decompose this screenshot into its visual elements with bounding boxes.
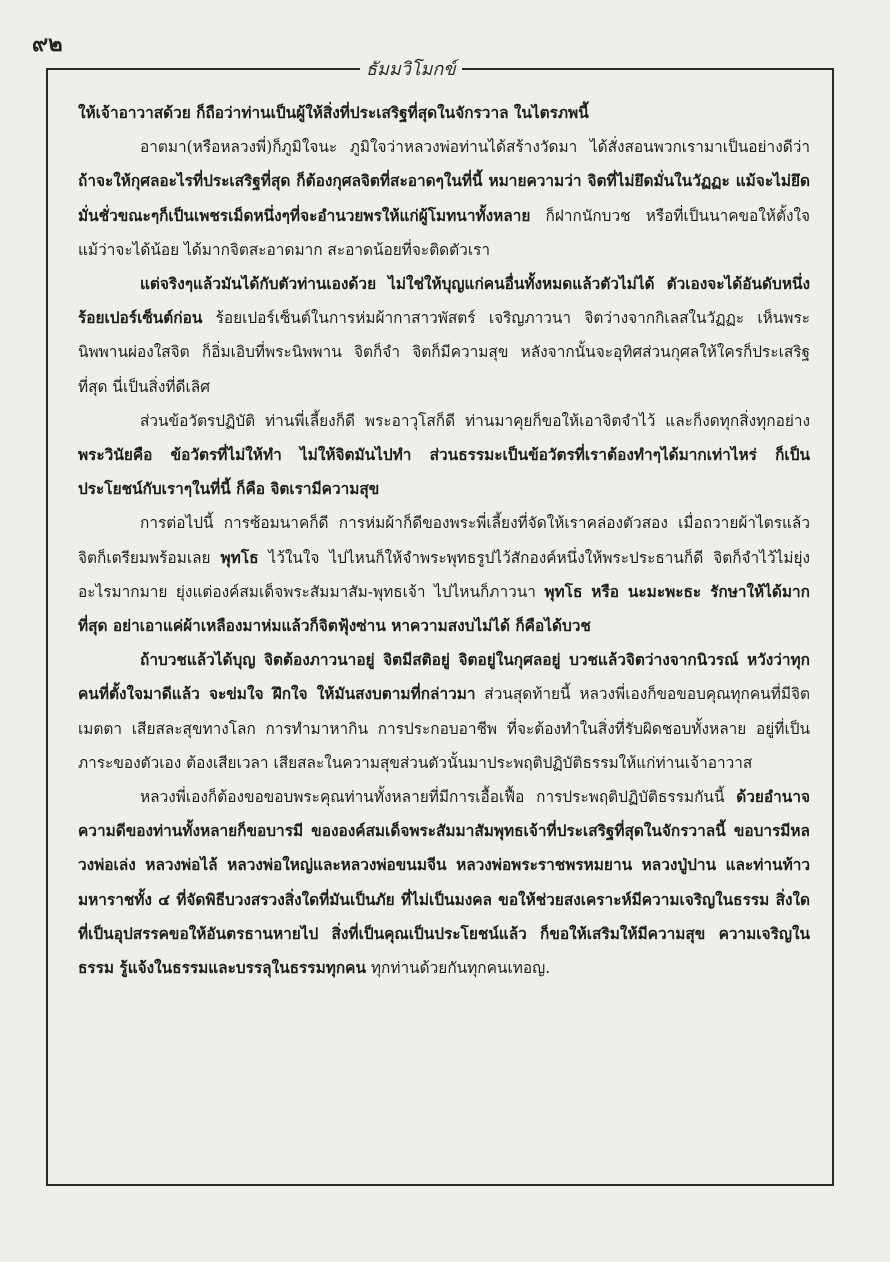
text-segment: ก็ฝากนักบวช หรือที่เป็นนาคขอให้ตั้งใจแม้ว่าจะได้น้อย ได้มากจิตสะอาดมาก สะอาดน้อยที่จะติดตัวเรา bbox=[78, 206, 810, 259]
text-segment: ไว้ในใจ ไปไหนก็ให้จำพระพุทธรูปไว้สักองค์หนึ่งให้พระประธานก็ดี จิตก็จำไว้ไม่ยุ่งอะไรมากมาย ยุ่งแต่องค์สมเด็จพระสัมมาสัม-พุทธเจ้า ไปไหนก็ภาวนา bbox=[78, 548, 811, 601]
text-segment: ส่วนข้อวัตรปฏิบัติ ท่านพี่เลี้ยงก็ดี พระอาวุโสก็ดี ท่านมาคุยก็ขอให้เอาจิตจำไว้ และก็งดทุกสิ่งทุกอย่าง bbox=[140, 411, 810, 430]
bold-text-segment: แต่จริงๆแล้วมันได้กับตัวท่านเองด้วย ไม่ใช่ให้บุญแก่คนอื่นทั้งหมดแล้วตัวไม่ได้ ตัวเองจะได้อันดับหนึ่งร้อยเปอร์เซ็นต์ก่อน bbox=[78, 275, 810, 328]
bold-text-segment: พุทโธ bbox=[220, 548, 259, 567]
paragraph bbox=[78, 506, 810, 643]
text-segment: ส่วนสุดท้ายนี้ หลวงพี่เองก็ขอขอบคุณทุกคนที่มีจิตเมตตา เสียสละสุขทางโลก การทำมาหากิน การประกอบอาชีพ ที่จะต้องทำในสิ่งที่รับผิดชอบทั้งหลาย อยู่ที่เป็นภาระของตัวเอง ต้องเสียเวลา เสียสละในความสุขส่วนตัวนั้นมาประพฤติปฏิบัติธรรมให้แก่ท่านเจ้าอาวาส bbox=[78, 685, 810, 772]
paragraph bbox=[78, 404, 810, 507]
bold-text-segment: ถ้าบวชแล้วได้บุญ จิตต้องภาวนาอยู่ จิตมีสติอยู่ จิตอยู่ในกุศลอยู่ บวชแล้วจิตว่างจากนิวรณ์ หวังว่าทุกคนที่ตั้งใจมาดีแล้ว จะข่มใจ ฝึกใจ ให้มันสงบตามที่กล่าวมา bbox=[78, 651, 810, 704]
text-segment: หลวงพี่เองก็ต้องขอขอบพระคุณท่านทั้งหลายที่มีการเอื้อเฟื้อ การประพฤติปฏิบัติธรรมกันนี้ bbox=[140, 788, 737, 807]
paragraph bbox=[78, 643, 810, 780]
paragraph bbox=[78, 780, 810, 985]
text-segment: อาตมา(หรือหลวงพี่)ก็ภูมิใจนะ ภูมิใจว่าหลวงพ่อท่านได้สร้างวัดมา ได้สั่งสอนพวกเรามาเป็นอย่างดีว่า bbox=[140, 138, 810, 157]
running-head: ธัมมวิโมกข์ bbox=[360, 54, 462, 83]
paragraph bbox=[78, 130, 810, 267]
text-segment: การต่อไปนี้ การซ้อมนาคก็ดี การห่มผ้าก็ดีของพระพี่เลี้ยงที่จัดให้เราคล่องตัวสอง เมื่อถวายผ้าไตรแล้วจิตก็เตรียมพร้อมเลย bbox=[78, 514, 810, 567]
bold-text-segment: พุทโธ หรือ นะมะพะธะ รักษาให้ได้มากที่สุด อย่าเอาแค่ผ้าเหลืองมาห่มแล้วก็จิตฟุ้งซ่าน หาความสงบไม่ได้ ก็คือได้บวช bbox=[78, 582, 810, 636]
bold-text-segment: พระวินัยคือ ข้อวัตรที่ไม่ให้ทำ ไม่ให้จิตมันไปทำ ส่วนธรรมะเป็นข้อวัตรที่เราต้องทำๆได้มากเท่าไหร่ ก็เป็นประโยชน์กับเราๆในที่นี้ ก็คือ จิตเรามีความสุข bbox=[78, 446, 810, 499]
text-segment: ทุกท่านด้วยกันทุกคนเทอญ. bbox=[366, 959, 551, 978]
paragraph bbox=[78, 96, 810, 130]
bold-text-segment: ให้เจ้าอาวาสด้วย ก็ถือว่าท่านเป็นผู้ให้สิ่งที่ประเสริฐที่สุดในจักรวาล ในไตรภพนี้ bbox=[78, 104, 589, 122]
bold-text-segment: ถ้าจะให้กุศลอะไรที่ประเสริฐที่สุด ก็ต้องกุศลจิตที่สะอาดๆในที่นี้ หมายความว่า จิตที่ไม่ยึดมั่นในวัฏฏะ แม้จะไม่ยึดมั่นชั่วขณะๆก็เป็นเพชรเม็ดหนึ่งๆที่จะอำนวยพรให้แก่ผู้โมทนาทั้งหลาย bbox=[78, 172, 810, 225]
body-text bbox=[78, 96, 810, 985]
page-number: ๙๒ bbox=[32, 31, 63, 57]
bold-text-segment: ด้วยอำนาจความดีของท่านทั้งหลายก็ขอบารมี ขององค์สมเด็จพระสัมมาสัมพุทธเจ้าที่ประเสริฐที่สุดในจักรวาลนี้ ขอบารมีหลวงพ่อเล่ง หลวงพ่อไล้ หลวงพ่อใหญ่และหลวงพ่อขนมจีน หลวงพ่อพระราชพรหมยาน หลวงปู่ปาน และท่านท้าวมหาราชทั้ง ๔ ที่จัดพิธีบวงสรวงสิ่งใดที่มันเป็นภัย ที่ไม่เป็นมงคล ขอให้ช่วยสงเคราะห์มีความเจริญในธรรม สิ่งใดที่เป็นอุปสรรคขอให้อันตรธานหายไป สิ่งที่เป็นคุณเป็นประโยชน์แล้ว ก็ขอให้เสริมให้มีความสุข ความเจริญในธรรม รู้แจ้งในธรรมและบรรลุในธรรมทุกคน bbox=[78, 788, 810, 978]
paragraph bbox=[78, 267, 810, 404]
text-segment: ร้อยเปอร์เซ็นต์ในการห่มผ้ากาสาวพัสตร์ เจริญภาวนา จิตว่างจากกิเลสในวัฏฏะ เห็นพระนิพพานผ่องใสจิต ก็อิ่มเอิบที่พระนิพพาน จิตก็จำ จิตก็มีความสุข หลังจากนั้นจะอุทิศส่วนกุศลให้ใครก็ประเสริฐที่สุด นี่เป็นสิ่งที่ดีเลิศ bbox=[78, 309, 810, 396]
